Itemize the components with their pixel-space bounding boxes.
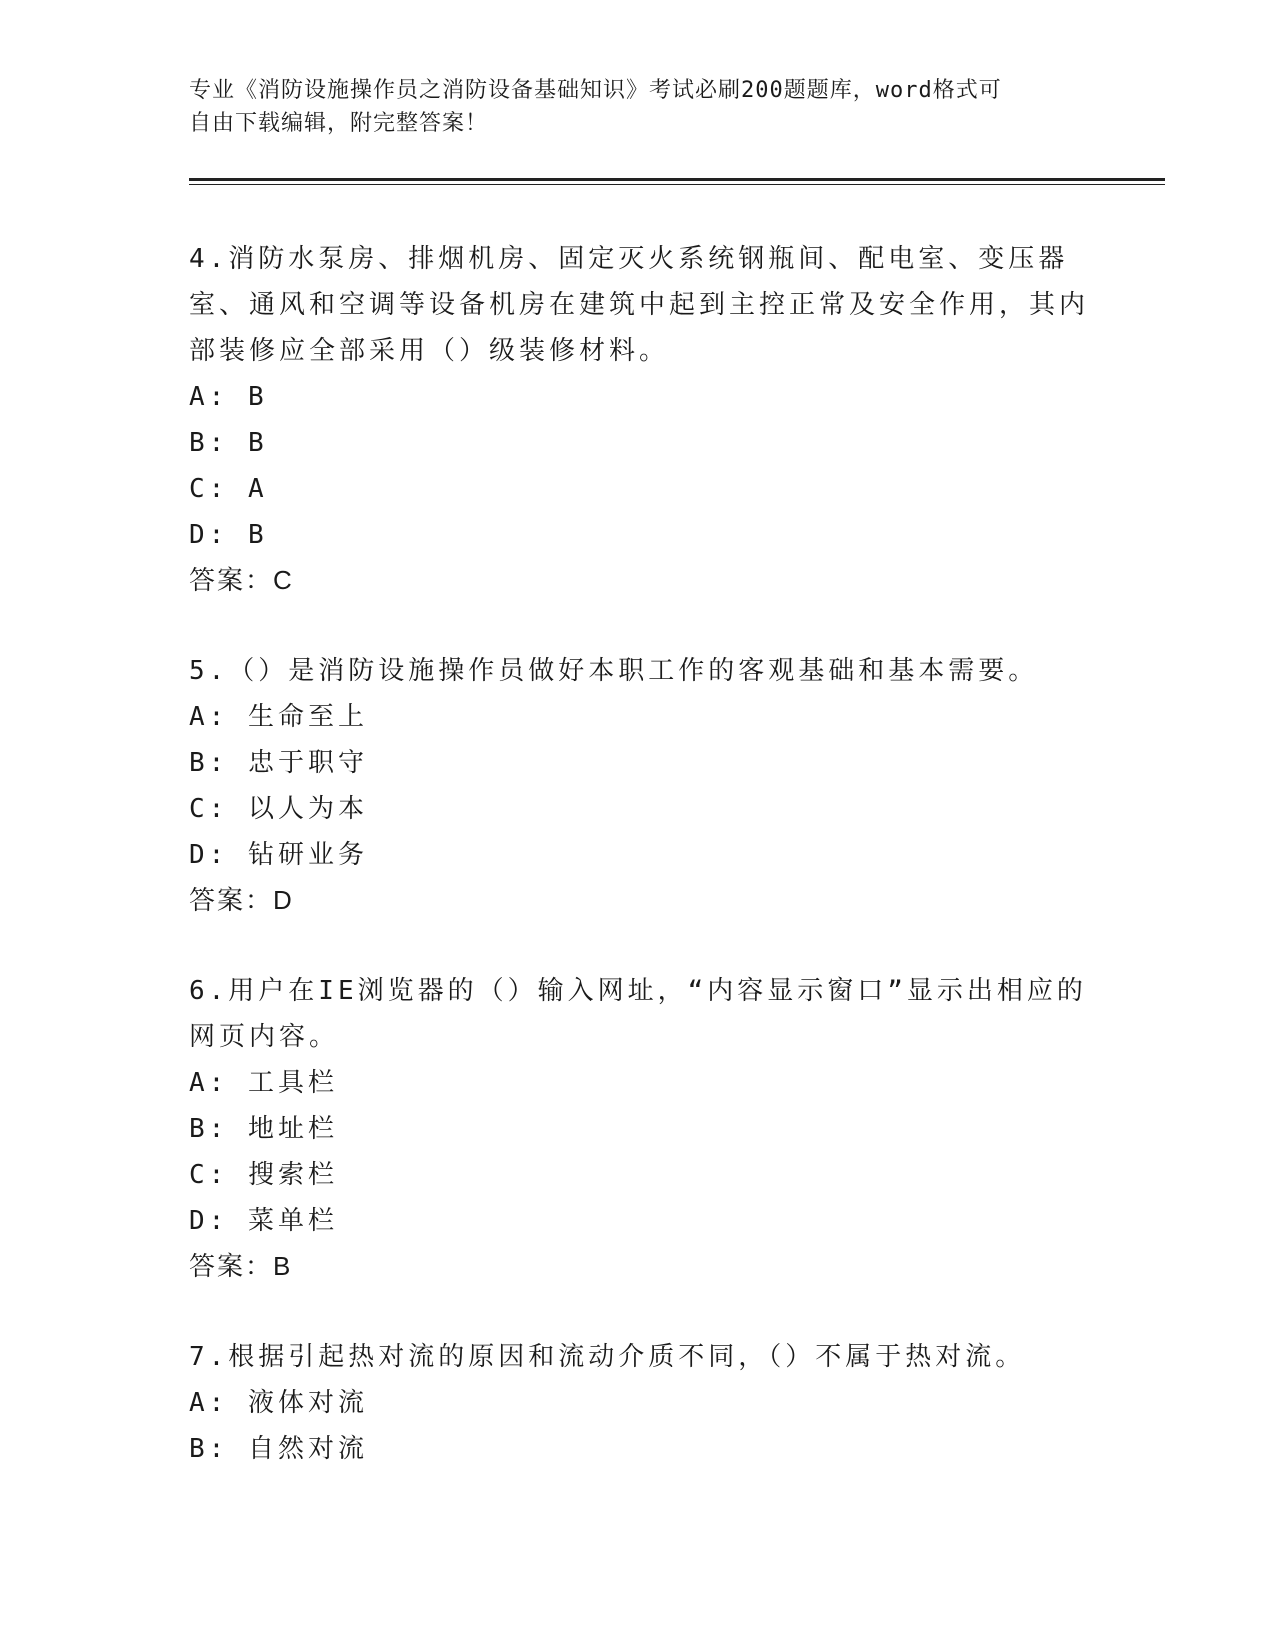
question-text: 5.（）是消防设施操作员做好本职工作的客观基础和基本需要。: [189, 656, 1039, 686]
question-6: [189, 968, 1089, 1288]
option-c: C: A: [189, 474, 268, 504]
option-a: A: 工具栏: [189, 1068, 338, 1098]
question-4: [189, 236, 1089, 602]
question-text: 4.消防水泵房、排烟机房、固定灭火系统钢瓶间、配电室、变压器室、通风和空调等设备机房在建筑中起到主控正常及安全作用，其内部装修应全部采用（）级装修材料。: [189, 244, 1090, 366]
option-b: B: 忠于职守: [189, 748, 368, 778]
question-text: 7.根据引起热对流的原因和流动介质不同，（）不属于热对流。: [189, 1342, 1026, 1372]
option-a: A: B: [189, 382, 268, 412]
document-header: [189, 74, 1089, 140]
question-5: [189, 648, 1089, 922]
option-d: D: 钻研业务: [189, 840, 368, 870]
option-d: D: 菜单栏: [189, 1206, 338, 1236]
option-a: A: 生命至上: [189, 702, 368, 732]
answer-line: 答案：C: [189, 565, 294, 595]
answer-line: 答案：B: [189, 1251, 293, 1281]
answer-line: 答案：D: [189, 885, 294, 915]
option-c: C: 以人为本: [189, 794, 368, 824]
question-text: 6.用户在IE浏览器的（）输入网址，“内容显示窗口”显示出相应的网页内容。: [189, 976, 1087, 1052]
option-c: C: 搜索栏: [189, 1160, 338, 1190]
question-7: [189, 1334, 1089, 1472]
header-line-2: 自由下载编辑，附完整答案！: [189, 111, 489, 136]
option-b: B: 自然对流: [189, 1434, 368, 1464]
option-b: B: 地址栏: [189, 1114, 338, 1144]
header-divider-thin: [189, 184, 1165, 185]
header-divider-thick: [189, 178, 1165, 181]
question-list: [189, 236, 1089, 1518]
option-a: A: 液体对流: [189, 1388, 368, 1418]
option-d: D: B: [189, 520, 268, 550]
header-line-1: 专业《消防设施操作员之消防设备基础知识》考试必刷200题题库，word格式可: [189, 78, 1002, 103]
option-b: B: B: [189, 428, 268, 458]
